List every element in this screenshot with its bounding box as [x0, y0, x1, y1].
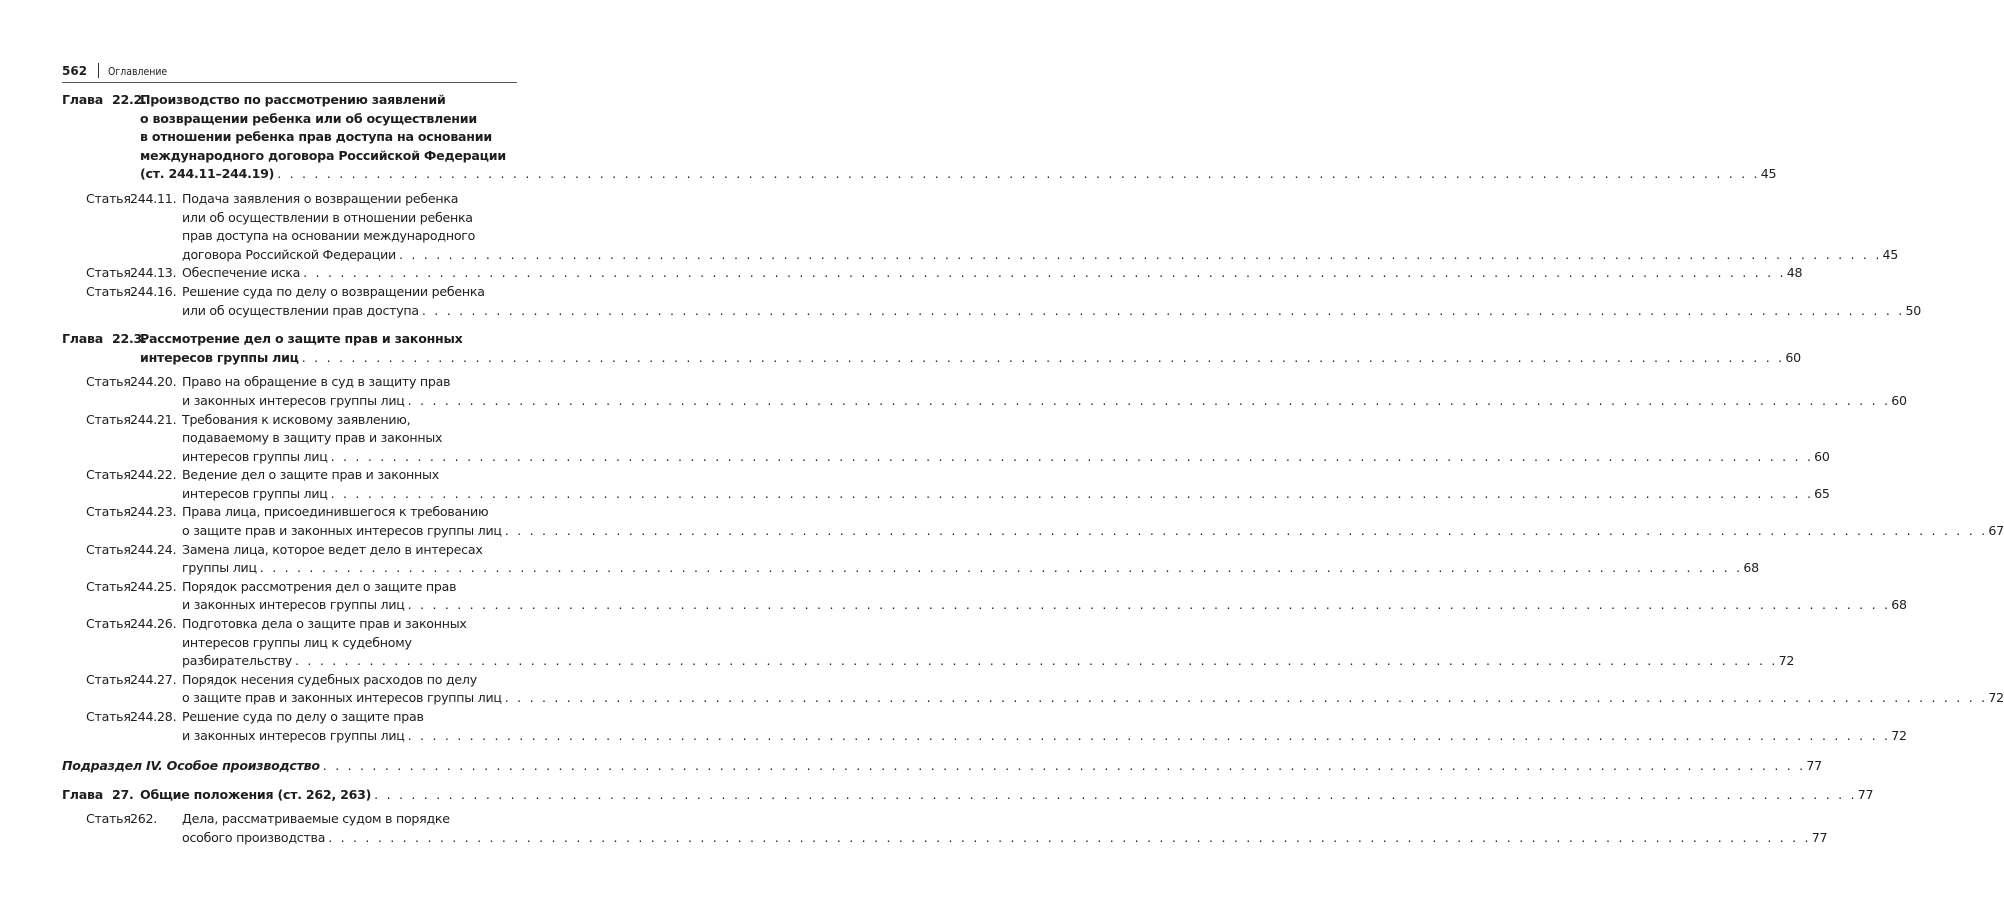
page-ref: 77: [1857, 786, 1874, 802]
title-line: [182, 596, 1907, 615]
page-ref: 45: [1760, 166, 1777, 182]
title-line: [182, 302, 1921, 321]
title-text: и законных интересов группы лиц: [182, 727, 405, 743]
chapter-number: 22.3.: [112, 331, 147, 347]
article-label: Статья: [86, 811, 131, 827]
running-title: Оглавление: [108, 65, 168, 78]
title-line: [182, 634, 516, 653]
title-line: [182, 466, 516, 485]
title-line: [182, 522, 2004, 541]
title-text: Ведение дел о защите прав и законных: [182, 467, 439, 483]
dot-leader: . . . . . . . . . . . . . . . . . . . . . . . . . . . . . . . . . . . . . . . . . . . . . . . . . . . . . . . . . . . . . . . . . . . . . . . . . . . . . . . . . . . . . . . . . . . . . . . . . . . . . . . . . . . . . . . . . . . . . . . .: [328, 829, 1811, 845]
title-line: [182, 227, 516, 246]
article-number: 244.22.: [130, 467, 177, 483]
page-ref: 60: [1814, 448, 1830, 464]
title-text: разбирательству: [182, 653, 293, 669]
title-line: [182, 429, 516, 448]
dot-leader: . . . . . . . . . . . . . . . . . . . . . . . . . . . . . . . . . . . . . . . . . . . . . . . . . . . . . . . . . . . . . . . . . . . . . . . . . . . . . . . . . . . . . . . . . . . . . . . . . . . . . . . . . . . . . . . . . . . . . . . .: [407, 597, 1891, 613]
article-label: Статья: [86, 467, 131, 483]
title-text: Подготовка дела о защите прав и законных: [182, 616, 467, 632]
toc-entry-article[interactable]: [62, 671, 2004, 708]
article-label: Статья: [86, 541, 131, 557]
title-line: [182, 485, 1830, 504]
title-text: Порядок несения судебных расходов по делу: [182, 671, 477, 687]
title-text: договора Российской Федерации: [182, 246, 396, 262]
dot-leader: . . . . . . . . . . . . . . . . . . . . . . . . . . . . . . . . . . . . . . . . . . . . . . . . . . . . . . . . . . . . . . . . . . . . . . . . . . . . . . . . . . . . . . . . . . . . . . . . . . . . . . . . . . . . . . . . . . . . . . . .: [277, 166, 1760, 182]
article-label: Статья: [86, 265, 131, 281]
toc-entry-article[interactable]: [62, 615, 1795, 671]
entry-title: [182, 264, 1803, 283]
entry-title: [140, 91, 1777, 184]
entry-title: [140, 786, 1874, 805]
title-line: [182, 727, 1907, 746]
title-line: [182, 689, 2004, 708]
title-line: [182, 708, 516, 727]
toc-entry-article[interactable]: [62, 411, 1830, 467]
title-text: Рассмотрение дел о защите прав и законных: [140, 331, 463, 347]
title-line: [140, 147, 516, 166]
title-text: или об осуществлении прав доступа: [182, 302, 419, 318]
entry-title: [182, 283, 1921, 320]
entry-title: [182, 708, 1907, 745]
article-label: Статья: [86, 411, 131, 427]
title-line: [182, 578, 516, 597]
article-label: Статья: [86, 283, 131, 299]
title-line: [182, 411, 516, 430]
title-text: прав доступа на основании международного: [182, 228, 476, 244]
title-text: интересов группы лиц: [140, 349, 299, 365]
title-line: [182, 615, 516, 634]
dot-leader: . . . . . . . . . . . . . . . . . . . . . . . . . . . . . . . . . . . . . . . . . . . . . . . . . . . . . . . . . . . . . . . . . . . . . . . . . . . . . . . . . . . . . . . . . . . . . . . . . . . . . . . . . . . . . . . . . . . . . . . .: [303, 265, 1786, 281]
article-number: 244.28.: [130, 709, 177, 724]
toc-entry-subsection[interactable]: [62, 757, 1822, 776]
title-line: [182, 246, 1899, 265]
dot-leader: . . . . . . . . . . . . . . . . . . . . . . . . . . . . . . . . . . . . . . . . . . . . . . . . . . . . . . . . . . . . . . . . . . . . . . . . . . . . . . . . . . . . . . . . . . . . . . . . . . . . . . . . . . . . . . . . . . . . . . . .: [301, 349, 1785, 365]
article-label: Статья: [86, 374, 131, 390]
title-text: международного договора Российской Федерации: [140, 147, 506, 163]
page-ref: 48: [1786, 265, 1803, 281]
chapter-label: Глава: [62, 331, 103, 347]
article-number: 244.16.: [130, 283, 177, 299]
title-line: [140, 330, 516, 349]
entry-title: [182, 466, 1830, 503]
dot-leader: . . . . . . . . . . . . . . . . . . . . . . . . . . . . . . . . . . . . . . . . . . . . . . . . . . . . . . . . . . . . . . . . . . . . . . . . . . . . . . . . . . . . . . . . . . . . . . . . . . . . . . . . . . . . . . . . . . . . . . . .: [259, 560, 1743, 576]
article-number: 244.13.: [130, 265, 177, 281]
dot-leader: . . . . . . . . . . . . . . . . . . . . . . . . . . . . . . . . . . . . . . . . . . . . . . . . . . . . . . . . . . . . . . . . . . . . . . . . . . . . . . . . . . . . . . . . . . . . . . . . . . . . . . . . . . . . . . . . . . . . . . . .: [407, 392, 1891, 408]
header-divider: [98, 63, 99, 78]
title-text: Решение суда по делу о защите прав: [182, 709, 424, 724]
page-ref: 65: [1814, 485, 1830, 501]
dot-leader: . . . . . . . . . . . . . . . . . . . . . . . . . . . . . . . . . . . . . . . . . . . . . . . . . . . . . . . . . . . . . . . . . . . . . . . . . . . . . . . . . . . . . . . . . . . . . . . . . . . . . . . . . . . . . . . . . . . . . . . .: [421, 302, 1905, 318]
entry-title: [140, 330, 1801, 367]
toc-entry-article[interactable]: [62, 503, 2004, 540]
title-line: [140, 165, 1777, 184]
title-line: [182, 503, 516, 522]
entry-title: [182, 671, 2004, 708]
article-number: 262.: [130, 811, 158, 827]
title-line: [182, 810, 516, 829]
article-number: 244.11.: [130, 190, 177, 206]
title-text: Замена лица, которое ведет дело в интересах: [182, 541, 483, 557]
page-ref: 72: [1778, 653, 1795, 669]
page-ref: 68: [1891, 597, 1907, 613]
title-text: Дела, рассматриваемые судом в порядке: [182, 811, 450, 827]
title-text: интересов группы лиц к судебному: [182, 634, 412, 650]
title-text: о защите прав и законных интересов группы лиц: [182, 523, 502, 539]
chapter-number: 22.2.: [112, 92, 147, 107]
title-text: (ст. 244.11–244.19): [140, 166, 275, 182]
dot-leader: . . . . . . . . . . . . . . . . . . . . . . . . . . . . . . . . . . . . . . . . . . . . . . . . . . . . . . . . . . . . . . . . . . . . . . . . . . . . . . . . . . . . . . . . . . . . . . . . . . . . . . . . . . . . . . . . . . . . . . . .: [330, 448, 1814, 464]
page-number: 562: [62, 64, 88, 78]
title-line: [140, 110, 516, 129]
title-line: [182, 448, 1830, 467]
page-ref: 67: [1988, 523, 2004, 539]
title-text: в отношении ребенка прав доступа на основании: [140, 129, 492, 145]
entry-title: [182, 810, 1828, 847]
dot-leader: . . . . . . . . . . . . . . . . . . . . . . . . . . . . . . . . . . . . . . . . . . . . . . . . . . . . . . . . . . . . . . . . . . . . . . . . . . . . . . . . . . . . . . . . . . . . . . . . . . . . . . . . . . . . . . . . . . . . . . . .: [322, 758, 1806, 774]
page-ref: 77: [1806, 758, 1822, 774]
page-ref: 60: [1785, 349, 1801, 365]
title-text: Решение суда по делу о возвращении ребенка: [182, 283, 485, 299]
dot-leader: . . . . . . . . . . . . . . . . . . . . . . . . . . . . . . . . . . . . . . . . . . . . . . . . . . . . . . . . . . . . . . . . . . . . . . . . . . . . . . . . . . . . . . . . . . . . . . . . . . . . . . . . . . . . . . . . . . . . . . . .: [407, 727, 1891, 743]
title-text: интересов группы лиц: [182, 448, 328, 464]
title-line: [182, 373, 516, 392]
toc-entry-chapter[interactable]: [62, 330, 1801, 367]
title-line: [182, 671, 516, 690]
entry-title: [182, 411, 1830, 467]
article-label: Статья: [86, 616, 131, 632]
dot-leader: . . . . . . . . . . . . . . . . . . . . . . . . . . . . . . . . . . . . . . . . . . . . . . . . . . . . . . . . . . . . . . . . . . . . . . . . . . . . . . . . . . . . . . . . . . . . . . . . . . . . . . . . . . . . . . . . . . . . . . . .: [295, 653, 1778, 669]
article-number: 244.23.: [130, 504, 177, 520]
article-label: Статья: [86, 190, 131, 206]
title-line: [182, 264, 1803, 283]
article-number: 244.24.: [130, 541, 177, 557]
title-text: Производство по рассмотрению заявлений: [140, 92, 446, 107]
title-line: [140, 349, 1801, 368]
article-number: 244.27.: [130, 671, 177, 687]
toc-entry-article[interactable]: [62, 466, 1830, 503]
title-text: особого производства: [182, 829, 326, 845]
title-text: Подраздел IV. Особое производство: [62, 758, 320, 774]
toc-entry-article[interactable]: [62, 190, 1899, 264]
dot-leader: . . . . . . . . . . . . . . . . . . . . . . . . . . . . . . . . . . . . . . . . . . . . . . . . . . . . . . . . . . . . . . . . . . . . . . . . . . . . . . . . . . . . . . . . . . . . . . . . . . . . . . . . . . . . . . . . . . . . . . . .: [504, 690, 1988, 706]
title-text: Право на обращение в суд в защиту прав: [182, 374, 451, 390]
title-text: Общие положения (ст. 262, 263): [140, 786, 372, 802]
entry-title: [182, 190, 1899, 264]
title-line: [182, 559, 1759, 578]
title-line: [182, 652, 1795, 671]
entry-title: [62, 757, 1822, 776]
toc-entry-article[interactable]: [62, 578, 1907, 615]
table-of-contents: [62, 91, 2004, 848]
title-text: Обеспечение иска: [182, 265, 301, 281]
toc-entry-article[interactable]: [62, 283, 1921, 320]
title-line: [62, 757, 1822, 776]
entry-title: [182, 373, 1907, 410]
dot-leader: . . . . . . . . . . . . . . . . . . . . . . . . . . . . . . . . . . . . . . . . . . . . . . . . . . . . . . . . . . . . . . . . . . . . . . . . . . . . . . . . . . . . . . . . . . . . . . . . . . . . . . . . . . . . . . . . . . . . . . . .: [398, 246, 1882, 262]
title-text: Порядок рассмотрения дел о защите прав: [182, 578, 457, 594]
toc-entry-chapter[interactable]: [62, 786, 1874, 805]
title-text: Требования к исковому заявлению,: [182, 411, 411, 427]
title-line: [182, 829, 1828, 848]
title-text: и законных интересов группы лиц: [182, 597, 405, 613]
title-line: [182, 209, 516, 228]
entry-title: [182, 541, 1759, 578]
article-label: Статья: [86, 504, 131, 520]
title-line: [182, 541, 516, 560]
title-text: интересов группы лиц: [182, 485, 328, 501]
toc-entry-article[interactable]: [62, 541, 1759, 578]
title-text: о защите прав и законных интересов группы лиц: [182, 690, 502, 706]
toc-entry-article[interactable]: [62, 264, 1803, 283]
chapter-label: Глава: [62, 92, 103, 107]
entry-title: [182, 503, 2004, 540]
dot-leader: . . . . . . . . . . . . . . . . . . . . . . . . . . . . . . . . . . . . . . . . . . . . . . . . . . . . . . . . . . . . . . . . . . . . . . . . . . . . . . . . . . . . . . . . . . . . . . . . . . . . . . . . . . . . . . . . . . . . . . . .: [374, 786, 1857, 802]
chapter-number: 27.: [112, 786, 134, 802]
article-label: Статья: [86, 578, 131, 594]
title-text: группы лиц: [182, 560, 257, 576]
title-text: и законных интересов группы лиц: [182, 392, 405, 408]
title-text: или об осуществлении в отношении ребенка: [182, 209, 473, 225]
page-ref: 68: [1743, 560, 1759, 576]
title-line: [182, 283, 516, 302]
page-ref: 50: [1905, 302, 1921, 318]
page-ref: 60: [1891, 392, 1907, 408]
toc-entry-article[interactable]: [62, 373, 1907, 410]
dot-leader: . . . . . . . . . . . . . . . . . . . . . . . . . . . . . . . . . . . . . . . . . . . . . . . . . . . . . . . . . . . . . . . . . . . . . . . . . . . . . . . . . . . . . . . . . . . . . . . . . . . . . . . . . . . . . . . . . . . . . . . .: [504, 523, 1988, 539]
toc-entry-article[interactable]: [62, 708, 1907, 745]
title-text: о возвращении ребенка или об осуществлении: [140, 110, 477, 126]
article-number: 244.21.: [130, 411, 177, 427]
chapter-label: Глава: [62, 786, 103, 802]
entry-title: [182, 578, 1907, 615]
title-line: [140, 91, 516, 110]
article-number: 244.25.: [130, 578, 177, 594]
page-ref: 72: [1891, 727, 1907, 743]
article-label: Статья: [86, 671, 131, 687]
toc-entry-article[interactable]: [62, 810, 1828, 847]
article-number: 244.26.: [130, 616, 177, 632]
page-ref: 77: [1811, 829, 1828, 845]
running-header: [62, 62, 517, 83]
page-ref: 45: [1882, 246, 1899, 262]
title-text: Права лица, присоединившегося к требованию: [182, 504, 489, 520]
title-text: подаваемому в защиту прав и законных: [182, 430, 443, 446]
title-line: [140, 128, 516, 147]
title-line: [182, 190, 516, 209]
dot-leader: . . . . . . . . . . . . . . . . . . . . . . . . . . . . . . . . . . . . . . . . . . . . . . . . . . . . . . . . . . . . . . . . . . . . . . . . . . . . . . . . . . . . . . . . . . . . . . . . . . . . . . . . . . . . . . . . . . . . . . . .: [330, 485, 1814, 501]
title-text: Подача заявления о возвращении ребенка: [182, 190, 459, 206]
title-line: [182, 392, 1907, 411]
page-ref: 72: [1988, 690, 2004, 706]
toc-entry-chapter[interactable]: [62, 91, 1777, 184]
article-number: 244.20.: [130, 374, 177, 390]
title-line: [140, 786, 1874, 805]
article-label: Статья: [86, 709, 131, 724]
entry-title: [182, 615, 1795, 671]
